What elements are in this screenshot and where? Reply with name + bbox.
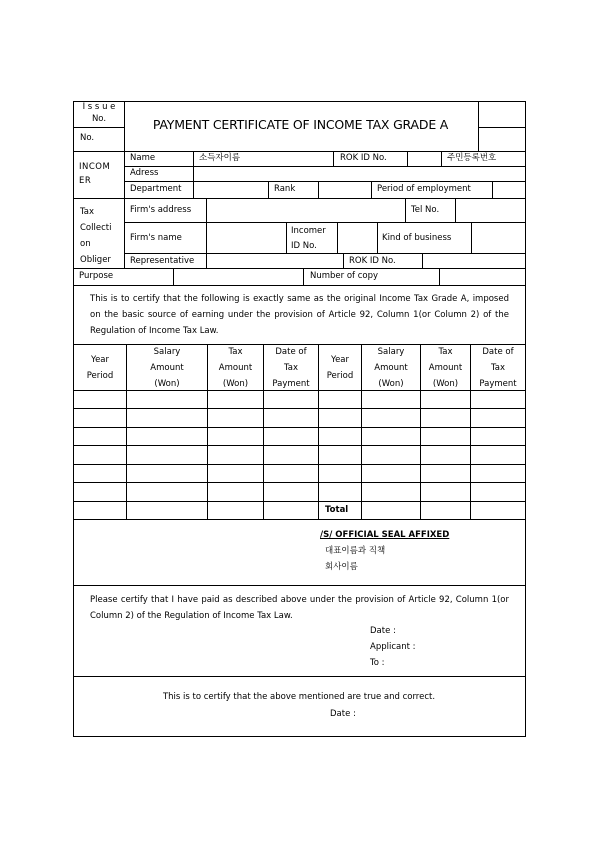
col-salary-amount-1: Salary Amount (Won)	[150, 347, 184, 389]
number-of-copy-label: Number of copy	[310, 271, 379, 281]
col-date-of-tax-payment-1: Date of Tax Payment	[272, 347, 310, 389]
rok-id-label: ROK ID No.	[340, 153, 387, 163]
final-date-label: Date :	[330, 709, 356, 719]
applicant-label: Applicant :	[370, 642, 416, 652]
representative-name-title: 대표이름과 직책	[325, 546, 386, 556]
col-date-of-tax-payment-2: Date of Tax Payment	[479, 347, 517, 389]
col-salary-amount-2: Salary Amount (Won)	[374, 347, 408, 389]
final-statement: This is to certify that the above mentioned are true and correct.	[162, 692, 436, 702]
period-of-employment-label: Period of employment	[377, 184, 471, 194]
firm-address-label: Firm's address	[130, 205, 192, 215]
obliger-rok-id-label: ROK ID No.	[349, 256, 396, 266]
col-tax-amount-1: Tax Amount (Won)	[218, 347, 253, 389]
to-label: To :	[370, 658, 385, 668]
applicant-statement: Please certify that I have paid as described above under the provision of Article 92, Column 1(or Column 2) of the Regulation of Income Tax Law.	[90, 595, 509, 621]
name-value[interactable]: 소득자이름	[199, 153, 241, 163]
kind-of-business-label: Kind of business	[382, 233, 452, 243]
official-seal-line: /S/ OFFICIAL SEAL AFFIXED	[320, 530, 450, 540]
certify-statement: This is to certify that the following is exactly same as the original Income Tax Grade A, imposed on the basic source of earning under the provision of Article 92, Column 1(or Column 2) of the Regulation of Income Tax Law.	[90, 294, 509, 336]
incomer-section-label: INCOM ER	[79, 162, 111, 186]
no-label: No.	[80, 133, 95, 143]
page-title: PAYMENT CERTIFICATE OF INCOME TAX GRADE A	[152, 117, 449, 132]
col-year-period-1: Year Period	[86, 355, 114, 381]
firm-name-label: Firm's name	[130, 233, 182, 243]
tel-no-label: Tel No.	[411, 205, 440, 215]
applicant-date-label: Date :	[370, 626, 396, 636]
incomer-id-no-label: Incomer ID No.	[291, 226, 326, 251]
issue-no-label: I s s u e No.	[82, 102, 116, 124]
address-label: Adress	[130, 168, 159, 178]
representative-label: Representative	[130, 256, 195, 266]
company-name: 회사이름	[325, 562, 358, 572]
department-label: Department	[130, 184, 182, 194]
name-label: Name	[130, 153, 156, 163]
total-label: Total	[325, 505, 349, 515]
rok-id-value[interactable]: 주민등록번호	[447, 153, 497, 163]
purpose-label: Purpose	[79, 271, 114, 281]
col-tax-amount-2: Tax Amount (Won)	[428, 347, 463, 389]
rank-label: Rank	[274, 184, 296, 194]
col-year-period-2: Year Period	[326, 355, 354, 381]
tax-collection-obliger-label: Tax Collecti on Obliger	[80, 207, 112, 265]
